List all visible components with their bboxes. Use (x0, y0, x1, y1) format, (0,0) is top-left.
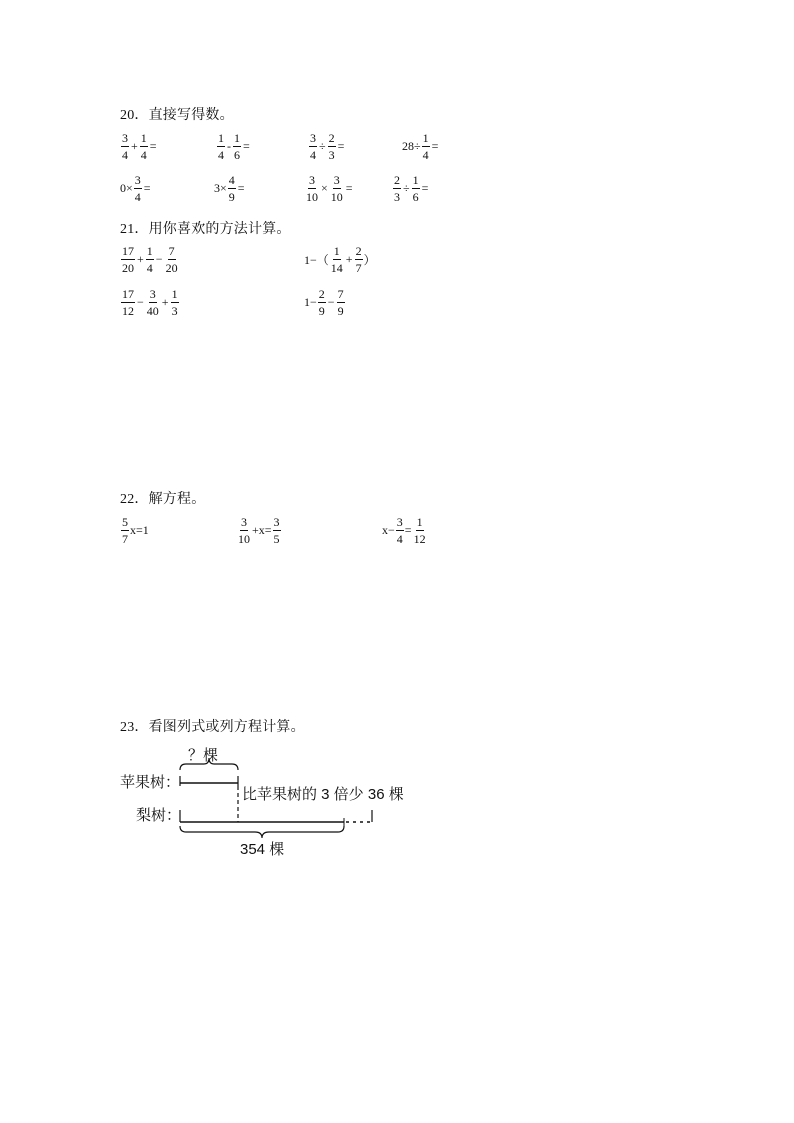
fraction: $\frac{2}{9}$ (318, 287, 325, 318)
q22-equation-2: $\frac{3}{10}$ +x= $\frac{3}{5}$ (238, 515, 280, 546)
fraction: $\frac{3}{10}$ (330, 173, 343, 204)
fraction: $\frac{17}{20}$ (122, 244, 134, 275)
line-segment-diagram (110, 742, 430, 860)
fraction: $\frac{3}{4}$ (310, 131, 316, 162)
q22-equation-1: $\frac{5}{7}$ x=1 (122, 515, 149, 546)
q20-item-8: $\frac{2}{3}$ ÷ $\frac{1}{6}$ = (394, 173, 429, 204)
relation-label: 比苹果树的 3 倍少 36 棵 (242, 786, 404, 803)
q21-expression-2: 1−（ $\frac{1}{14}$ + $\frac{2}{7}$ ） (304, 244, 376, 275)
fraction: $\frac{3}{4}$ (122, 131, 128, 162)
fraction: $\frac{17}{12}$ (122, 287, 134, 318)
fraction: $\frac{1}{6}$ (234, 131, 240, 162)
q22-title: 22．解方程。 (120, 492, 206, 507)
fraction: $\frac{3}{40}$ (146, 287, 159, 318)
q21-title: 21．用你喜欢的方法计算。 (120, 222, 291, 237)
q21-expression-1: $\frac{17}{20}$ + $\frac{1}{4}$ − $\frac{7}{20}$ (122, 244, 178, 275)
q20-title: 20．直接写得数。 (120, 108, 234, 123)
fraction: $\frac{1}{12}$ (413, 515, 426, 546)
q23-title: 23．看图列式或列方程计算。 (120, 720, 305, 735)
fraction: $\frac{1}{4}$ (140, 131, 147, 162)
q20-item-1: $\frac{3}{4}$ + $\frac{1}{4}$ = (122, 131, 157, 162)
fraction: $\frac{2}{7}$ (355, 244, 362, 275)
fraction: $\frac{3}{5}$ (273, 515, 280, 546)
fraction: $\frac{4}{9}$ (228, 173, 235, 204)
q21-expression-3: $\frac{17}{12}$ − $\frac{3}{40}$ + $\frac{1}{3}$ (122, 287, 178, 318)
fraction: $\frac{1}{14}$ (330, 244, 343, 275)
fraction: $\frac{5}{7}$ (122, 515, 128, 546)
q20-item-4: 28÷ $\frac{1}{4}$ = (402, 131, 439, 162)
total-brace (180, 826, 344, 838)
fraction: $\frac{3}{4}$ (396, 515, 403, 546)
apple-label: 苹果树： (120, 774, 181, 791)
q20-item-7: $\frac{3}{10}$ × $\frac{3}{10}$ = (306, 173, 353, 204)
fraction: $\frac{2}{3}$ (328, 131, 335, 162)
q21-expression-4: 1− $\frac{2}{9}$ − $\frac{7}{9}$ (304, 287, 344, 318)
question-label: ？棵 (188, 747, 219, 764)
fraction: $\frac{7}{9}$ (337, 287, 344, 318)
pear-label: 梨树： (136, 807, 182, 824)
fraction: $\frac{1}{3}$ (171, 287, 178, 318)
q20-item-3: $\frac{3}{4}$ ÷ $\frac{2}{3}$ = (310, 131, 345, 162)
q20-item-6: 3× $\frac{4}{9}$ = (214, 173, 245, 204)
q20-item-5: 0× $\frac{3}{4}$ = (120, 173, 151, 204)
fraction: $\frac{3}{10}$ (306, 173, 318, 204)
fraction: $\frac{3}{4}$ (134, 173, 141, 204)
fraction: $\frac{1}{4}$ (422, 131, 429, 162)
fraction: $\frac{2}{3}$ (394, 173, 400, 204)
fraction: $\frac{1}{4}$ (146, 244, 153, 275)
fraction: $\frac{1}{4}$ (218, 131, 224, 162)
fraction: $\frac{7}{20}$ (165, 244, 178, 275)
q22-equation-3: x− $\frac{3}{4}$ = $\frac{1}{12}$ (382, 515, 426, 546)
q20-item-2: $\frac{1}{4}$ - $\frac{1}{6}$ = (218, 131, 250, 162)
fraction: $\frac{1}{6}$ (412, 173, 419, 204)
total-label: 354 棵 (240, 841, 285, 858)
fraction: $\frac{3}{10}$ (238, 515, 250, 546)
